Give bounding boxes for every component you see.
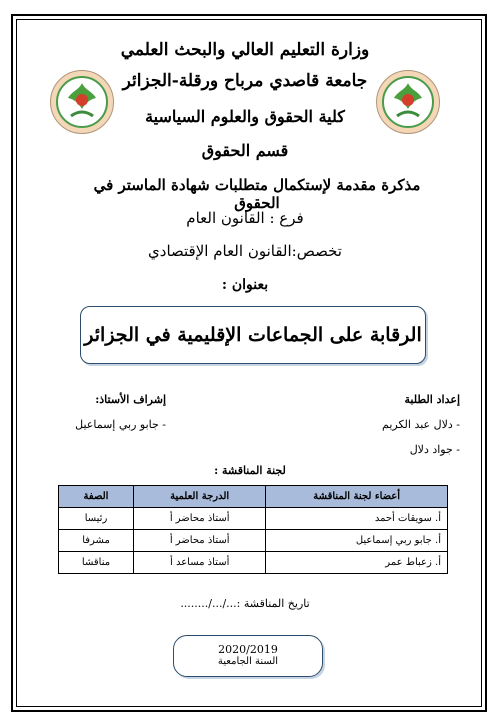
committee-table xyxy=(58,485,448,574)
student-1: - دلال عبد الكريم xyxy=(382,418,460,431)
faculty-name: كلية الحقوق والعلوم السياسية xyxy=(145,107,345,126)
thesis-title: الرقابة على الجماعات الإقليمية في الجزائر xyxy=(84,324,422,346)
member-degree: أستاذ محاضر أ xyxy=(134,508,266,530)
department-name: قسم الحقوق xyxy=(201,141,289,160)
member-role: رئيسا xyxy=(59,508,134,530)
column-header-members: أعضاء لجنة المناقشة xyxy=(266,486,448,508)
table-header-row xyxy=(59,486,448,508)
student-2: - جواد دلال xyxy=(409,443,460,456)
academic-year-value: 2020/2019 xyxy=(218,643,278,656)
table-row xyxy=(59,508,448,530)
member-name: أ. جابو ربي إسماعيل xyxy=(266,530,448,552)
ministry-name: وزارة التعليم العالي والبحث العلمي xyxy=(120,40,370,60)
table-row xyxy=(59,552,448,574)
member-role: مشرفا xyxy=(59,530,134,552)
member-degree: أستاذ مساعد أ xyxy=(134,552,266,574)
academic-year-label: السنة الجامعية xyxy=(217,656,279,667)
supervisor-label: إشراف الأستاذ: xyxy=(95,393,166,406)
column-header-degree: الدرجة العلمية xyxy=(134,486,266,508)
committee-label: لجنة المناقشة : xyxy=(214,464,286,477)
member-role: مناقشا xyxy=(59,552,134,574)
defense-date: تاريخ المناقشة :.../.../........ xyxy=(180,597,310,610)
member-name: أ. سويقات أحمد xyxy=(266,508,448,530)
branch-line: فرع : القانون العام xyxy=(186,209,304,227)
table-row xyxy=(59,530,448,552)
member-degree: أستاذ محاضر أ xyxy=(134,530,266,552)
university-logo-right xyxy=(376,70,440,134)
thesis-title-box xyxy=(80,306,426,364)
university-seal-icon xyxy=(51,71,113,133)
specialty-line: تخصص:القانون العام الإقتصادي xyxy=(148,242,342,260)
thesis-note: مذكرة مقدمة لإستكمال متطلبات شهادة الماستر في الحقوق xyxy=(93,176,421,212)
university-name: جامعة قاصدي مرباح ورقلة-الجزائر xyxy=(122,71,368,91)
prepared-by-label: إعداد الطلبة xyxy=(404,393,460,406)
column-header-role: الصفة xyxy=(59,486,134,508)
supervisor-name: - جابو ربي إسماعيل xyxy=(75,418,166,431)
university-seal-icon xyxy=(377,71,439,133)
member-name: أ. زعباط عمر xyxy=(266,552,448,574)
title-label: بعنوان : xyxy=(221,277,269,293)
university-logo-left xyxy=(50,70,114,134)
academic-year-box xyxy=(173,635,323,677)
